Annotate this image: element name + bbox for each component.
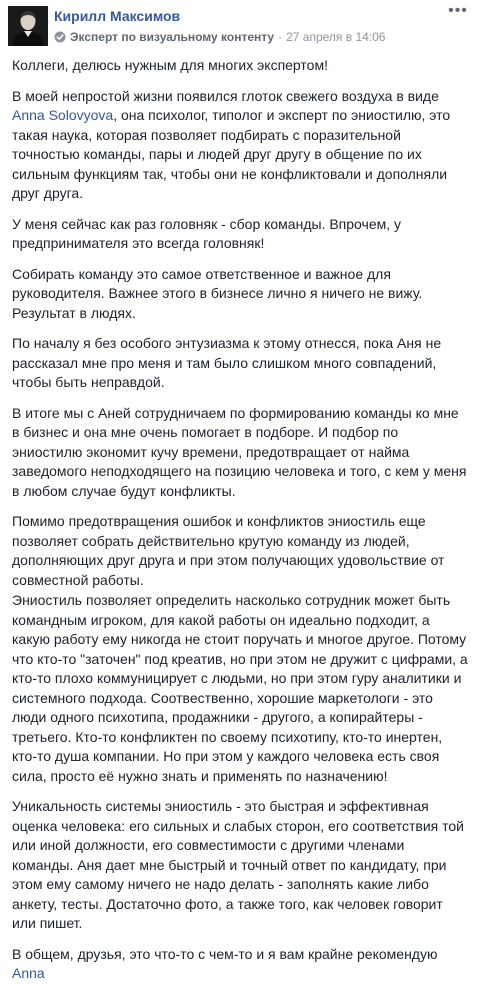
post-meta	[54, 30, 385, 44]
meta-separator: ·	[278, 30, 283, 44]
post-paragraph: Помимо предотвращения ошибок и конфликтов эниостиль еще позволяет собрать действительно крутую команду из людей, дополняющих друг друга и при этом получающих удовольствие от совместной работы.	[12, 513, 445, 588]
post-date[interactable]: 27 апреля в 14:06	[286, 30, 386, 44]
post-paragraph: Коллеги, делюсь нужным для многих экспертом!	[12, 57, 328, 73]
mention-link-anna-solovyova[interactable]: Anna Solovyova	[12, 107, 114, 123]
person-silhouette-icon	[8, 6, 48, 46]
author-avatar[interactable]	[8, 6, 48, 46]
paragraph-text: В общем, друзья, это что-то с чем-то и я вам крайне рекомендую	[12, 945, 438, 962]
paragraph-text: , она психолог, типолог и эксперт по эниостилю, это такая наука, которая позволяет подбирать с поразительной точностью команды, пары и людей друг другу в общение по их сильным функциям так, чтобы они не конфликтовали и дополняли друг друга.	[12, 107, 451, 201]
post-paragraph: Эниостиль позволяет определить насколько сотрудник может быть командным игроком, для какой работы он идеально подходит, а какую работу ему никогда не стоит поручать и многое другое. Потому что кто-то "заточен" под креатив, но при этом не дружит с цифрами, а кто-то плохо коммуницирует с людьми, но при этом гуру аналитики и системного подхода. Соотвественно, хорошие маркетологи - это люди одного психотипа, продажники - другого, а копирайтеры - третьего. Кто-то конфликтен по своему психотипу, кто-то инертен, кто-то душа компании. Но при этом у каждого человека есть своя сила, просто её нужно знать и применять по назначению!	[12, 592, 468, 784]
post-paragraph: Собирать команду это самое ответственное и важное для руководителя. Важнее этого в бизнесе лично я ничего не вижу. Результат в людях.	[12, 265, 423, 321]
post-paragraph: По началу я без особого энтузиазма к этому отнесся, пока Аня не рассказал мне про меня и там было слишком много совпадений, чтобы быть неправдой.	[12, 335, 442, 390]
more-options-icon[interactable]: •••	[448, 2, 468, 19]
post-paragraph: У меня сейчас как раз головняк - сбор команды. Впрочем, у предпринимателя это всегда головняк!	[12, 215, 402, 251]
post-paragraph: Уникальность системы эниостиль - это быстрая и эффективная оценка человека: его сильных и слабых сторон, его соответствия той или иной должности, его совместимости с другими членами команды. Аня дает мне быстрый и точный ответ по кандидату, при этом ему самому ничего не надо делать - заполнять какие либо анкету, тесты. Достаточно фото, а также того, как человек говорит или пишет.	[12, 798, 465, 931]
post-paragraph: В итоге мы с Аней сотрудничаем по формированию команды ко мне в бизнес и она мне очень помогает в подборе. И подбор по эниостилю экономит кучу времени, предотвращает от найма заведомого неподходящего на позицию человека и того, с кем у меня в любом случае будут конфликты.	[12, 404, 467, 499]
author-name[interactable]: Кирилл Максимов	[54, 8, 181, 24]
mention-link-anna[interactable]: Anna	[12, 965, 45, 981]
post-paragraph	[12, 87, 469, 204]
post-paragraph	[12, 945, 469, 984]
paragraph-text: В моей непростой жизни появился глоток свежего воздуха в виде	[12, 87, 439, 104]
author-role: Эксперт по визуальному контенту	[70, 30, 275, 44]
post-body	[0, 56, 479, 984]
post-header	[0, 0, 479, 56]
expert-badge-icon	[54, 31, 66, 43]
